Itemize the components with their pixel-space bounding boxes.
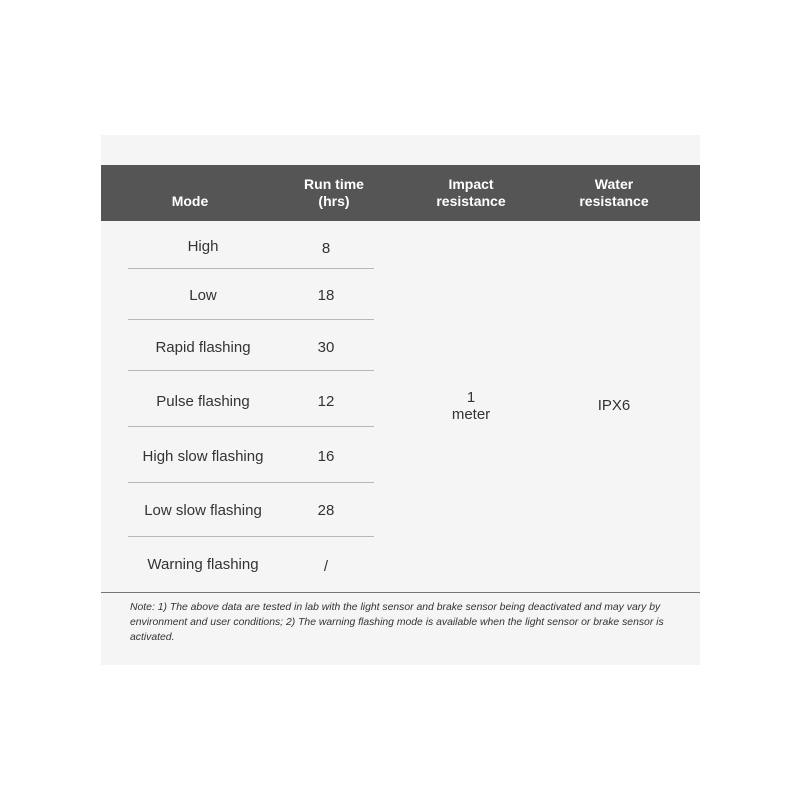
row-mode: Low: [189, 287, 217, 304]
row-run-time: 28: [317, 502, 335, 519]
row-run-time: 30: [317, 339, 335, 356]
header-mode: Mode: [171, 192, 209, 209]
impact-resistance-value: 1 meter: [451, 389, 491, 423]
row-mode: Warning flashing: [147, 556, 259, 573]
row-mode: Low slow flashing: [144, 502, 262, 519]
row-mode: Rapid flashing: [155, 339, 251, 356]
water-resistance-value: IPX6: [597, 397, 631, 414]
row-mode: High: [187, 238, 219, 255]
row-divider: [128, 268, 374, 269]
footnote: Note: 1) The above data are tested in lab with the light sensor and brake sensor being deactivated and may vary by environment and user conditions; 2) The warning flashing mode is available when the light sensor or brake sensor is activated.: [130, 602, 664, 643]
row-mode: Pulse flashing: [156, 393, 250, 410]
table-bottom-rule: [101, 592, 700, 593]
header-impact-resistance: Impact resistance: [436, 176, 506, 209]
header-water-resistance: Water resistance: [579, 176, 649, 209]
row-mode: High slow flashing: [142, 448, 264, 465]
row-divider: [128, 319, 374, 320]
row-run-time: 18: [317, 287, 335, 304]
row-divider: [128, 482, 374, 483]
row-divider: [128, 426, 374, 427]
row-run-time: 16: [317, 448, 335, 465]
spec-table-panel: [101, 135, 700, 665]
row-run-time: 8: [321, 240, 331, 257]
row-run-time: 12: [317, 393, 335, 410]
row-divider: [128, 536, 374, 537]
row-run-time: /: [323, 558, 329, 575]
row-divider: [128, 370, 374, 371]
header-run-time: Run time (hrs): [304, 176, 364, 209]
table-header: [101, 165, 700, 221]
